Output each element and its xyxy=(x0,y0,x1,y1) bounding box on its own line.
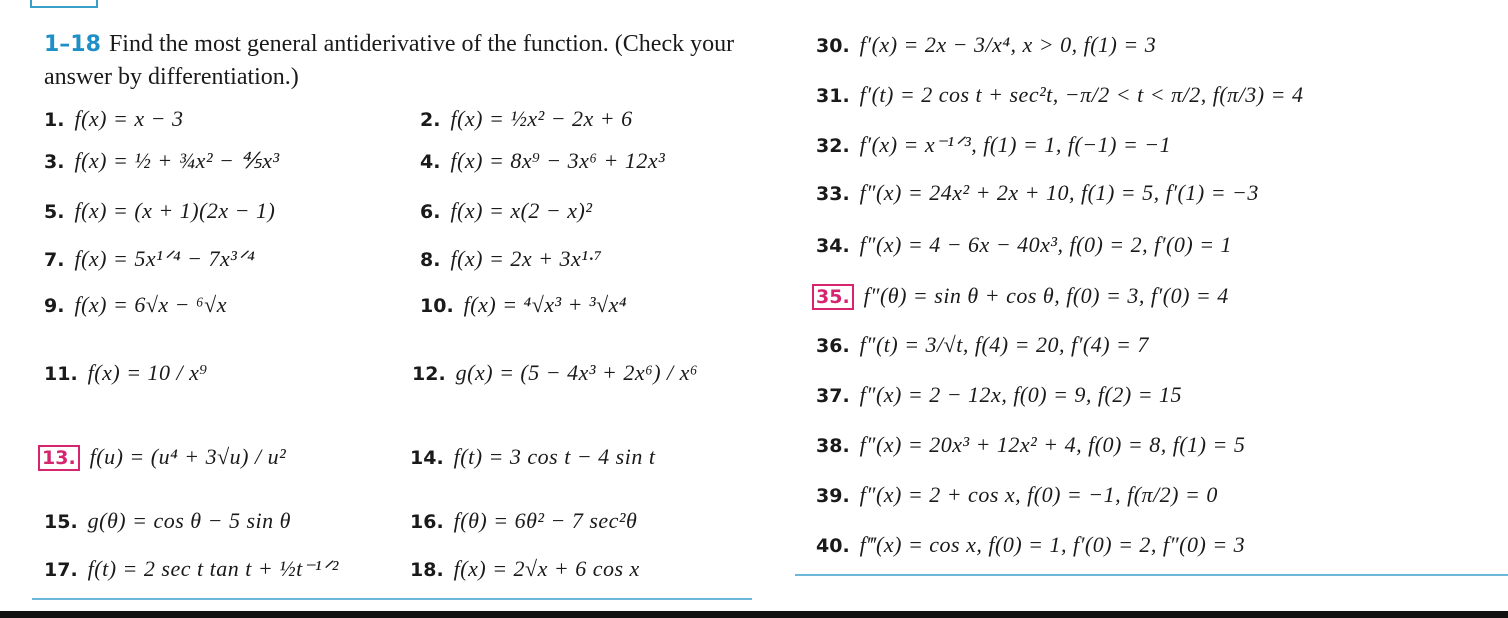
problem-number: 40. xyxy=(816,535,850,557)
problem-number: 32. xyxy=(816,135,850,157)
problem-number: 12. xyxy=(412,363,446,385)
problem-expression: f(x) = 5x¹ᐟ⁴ − 7x³ᐟ⁴ xyxy=(74,246,256,271)
problem-item xyxy=(44,508,291,534)
problem-number: 18. xyxy=(410,559,444,581)
problem-expression: f(x) = ½x² − 2x + 6 xyxy=(450,106,633,131)
problem-expression: g(θ) = cos θ − 5 sin θ xyxy=(87,508,291,533)
problem-number: 14. xyxy=(410,447,444,469)
problem-expression: f(x) = 2√x + 6 cos x xyxy=(453,556,640,581)
problem-number: 4. xyxy=(420,151,441,173)
problem-expression: f(x) = 2x + 3x¹·⁷ xyxy=(450,246,603,271)
problem-item xyxy=(44,148,280,174)
problem-expression: f(t) = 2 sec t tan t + ½t⁻¹ᐟ² xyxy=(87,556,339,581)
left-column-divider xyxy=(32,598,752,600)
problem-number: 16. xyxy=(410,511,444,533)
problem-expression: f″(x) = 4 − 6x − 40x³, f(0) = 2, f′(0) = 1 xyxy=(859,232,1233,257)
problem-expression: f(x) = (x + 1)(2x − 1) xyxy=(74,198,276,223)
problem-expression: f(x) = 8x⁹ − 3x⁶ + 12x³ xyxy=(450,148,666,173)
problem-item xyxy=(816,32,1156,58)
problem-number-highlighted: 13. xyxy=(38,445,80,471)
problem-expression: g(x) = (5 − 4x³ + 2x⁶) / x⁶ xyxy=(455,360,699,385)
problem-expression: f′(x) = 2x − 3/x⁴, x > 0, f(1) = 3 xyxy=(859,32,1157,57)
problem-item xyxy=(816,382,1182,408)
problem-item xyxy=(812,283,1229,309)
problem-expression: f″(x) = 2 − 12x, f(0) = 9, f(2) = 15 xyxy=(859,382,1183,407)
problem-number: 30. xyxy=(816,35,850,57)
problem-number: 39. xyxy=(816,485,850,507)
problem-number: 37. xyxy=(816,385,850,407)
problem-item xyxy=(420,106,633,132)
problem-number: 17. xyxy=(44,559,78,581)
problem-expression: f″(t) = 3/√t, f(4) = 20, f′(4) = 7 xyxy=(859,332,1149,357)
problem-number: 33. xyxy=(816,183,850,205)
problem-number: 7. xyxy=(44,249,65,271)
problem-item xyxy=(420,292,627,318)
section-instruction xyxy=(44,28,764,94)
problem-expression: f(θ) = 6θ² − 7 sec²θ xyxy=(453,508,638,533)
instruction-text: Find the most general antiderivative of the function. (Check your answer by differentiation.) xyxy=(44,31,735,90)
problem-number: 1. xyxy=(44,109,65,131)
problem-expression: f″(x) = 24x² + 2x + 10, f(1) = 5, f′(1) = −3 xyxy=(859,180,1259,205)
problem-item xyxy=(816,180,1259,206)
bottom-border xyxy=(0,611,1508,618)
problem-item xyxy=(816,132,1171,158)
problem-number: 36. xyxy=(816,335,850,357)
problem-item xyxy=(410,556,640,582)
top-decorative-rule xyxy=(30,0,98,8)
problem-expression: f(t) = 3 cos t − 4 sin t xyxy=(453,444,656,469)
problem-expression: f(x) = 6√x − ⁶√x xyxy=(74,292,227,317)
problem-number: 11. xyxy=(44,363,78,385)
problem-expression: f′(x) = x⁻¹ᐟ³, f(1) = 1, f(−1) = −1 xyxy=(859,132,1172,157)
problem-expression: f(x) = x − 3 xyxy=(74,106,184,131)
section-range: 1–18 xyxy=(44,32,101,57)
problem-number: 38. xyxy=(816,435,850,457)
problem-item xyxy=(44,360,208,386)
problem-number: 8. xyxy=(420,249,441,271)
problem-expression: f″(θ) = sin θ + cos θ, f(0) = 3, f′(0) = 4 xyxy=(863,283,1229,308)
problem-number: 31. xyxy=(816,85,850,107)
problem-expression: f(x) = ½ + ¾x² − ⅘x³ xyxy=(74,148,280,173)
problem-item xyxy=(816,82,1303,108)
problem-item xyxy=(44,106,183,132)
problem-item xyxy=(816,482,1218,508)
problem-item xyxy=(410,508,637,534)
problem-item xyxy=(420,198,592,224)
problem-number: 5. xyxy=(44,201,65,223)
problem-item xyxy=(44,292,227,318)
problem-number: 15. xyxy=(44,511,78,533)
problem-expression: f″(x) = 20x³ + 12x² + 4, f(0) = 8, f(1) = 5 xyxy=(859,432,1246,457)
problem-item xyxy=(44,198,275,224)
problem-item xyxy=(816,332,1149,358)
problem-expression: f(x) = ⁴√x³ + ³√x⁴ xyxy=(463,292,628,317)
problem-number-highlighted: 35. xyxy=(812,284,854,310)
problem-number: 2. xyxy=(420,109,441,131)
problem-number: 9. xyxy=(44,295,65,317)
problem-number: 10. xyxy=(420,295,454,317)
problem-number: 3. xyxy=(44,151,65,173)
problem-item xyxy=(816,432,1245,458)
problem-item xyxy=(420,246,602,272)
problem-item xyxy=(44,246,255,272)
problem-expression: f‴(x) = cos x, f(0) = 1, f′(0) = 2, f″(0) = 3 xyxy=(859,532,1246,557)
problem-item xyxy=(38,444,286,470)
right-column-divider xyxy=(795,574,1508,576)
problem-item xyxy=(412,360,698,386)
problem-item xyxy=(420,148,665,174)
problem-expression: f′(t) = 2 cos t + sec²t, −π/2 < t < π/2, f(π/3) = 4 xyxy=(859,82,1304,107)
problem-number: 6. xyxy=(420,201,441,223)
problem-item xyxy=(816,532,1245,558)
problem-expression: f(x) = x(2 − x)² xyxy=(450,198,593,223)
problem-number: 34. xyxy=(816,235,850,257)
problem-expression: f(x) = 10 / x⁹ xyxy=(87,360,208,385)
problem-expression: f(u) = (u⁴ + 3√u) / u² xyxy=(89,444,287,469)
problem-expression: f″(x) = 2 + cos x, f(0) = −1, f(π/2) = 0 xyxy=(859,482,1218,507)
problem-item xyxy=(44,556,339,582)
problem-item xyxy=(816,232,1232,258)
problem-item xyxy=(410,444,655,470)
